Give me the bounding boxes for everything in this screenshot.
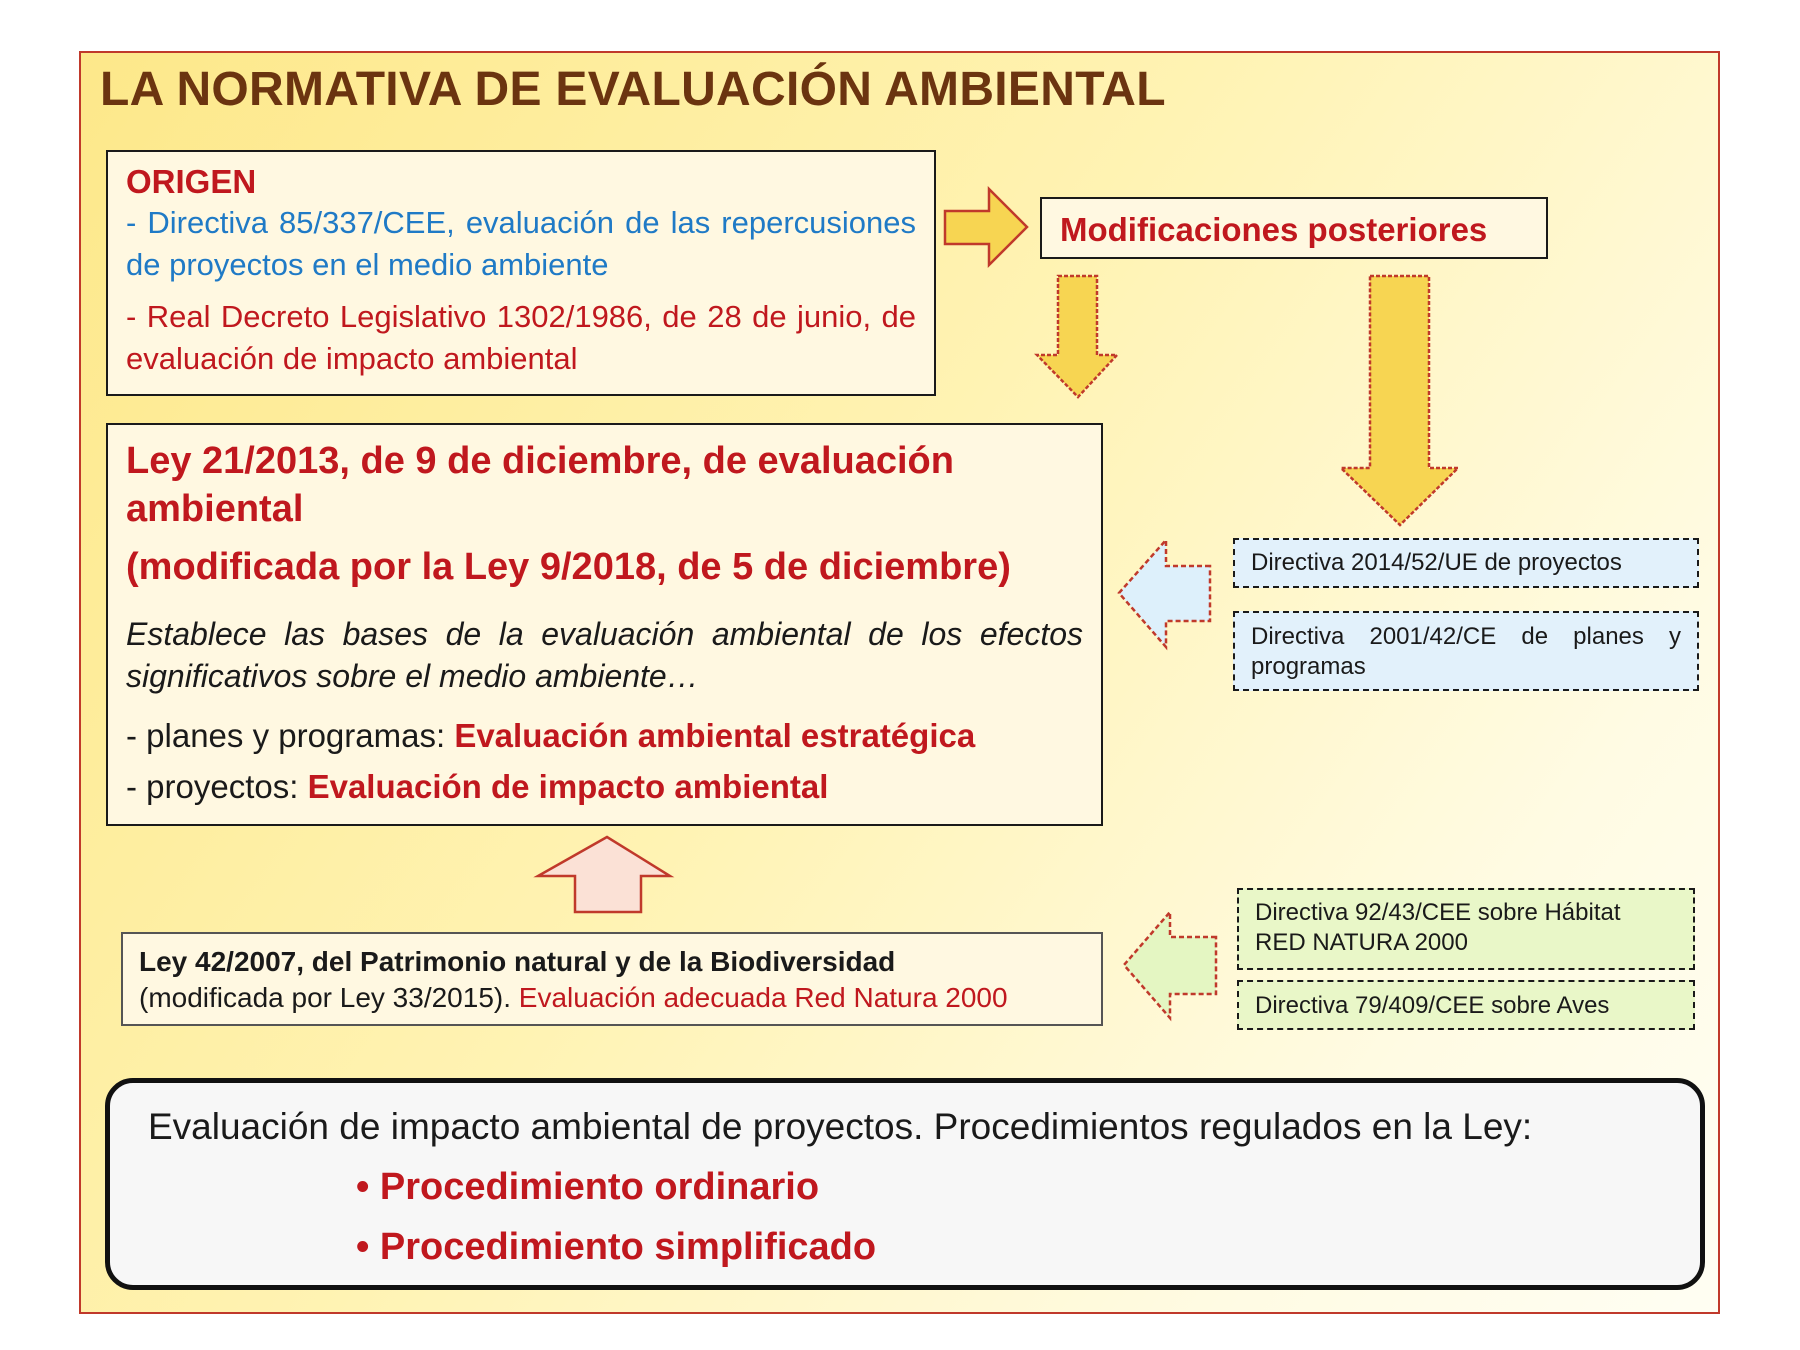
evaluacion-estrategica: Evaluación ambiental estratégica (454, 717, 976, 754)
evaluacion-impacto: Evaluación de impacto ambiental (307, 768, 829, 805)
modificaciones-label: Modificaciones posteriores (1060, 211, 1488, 248)
arrow-down-large-icon (1341, 276, 1458, 525)
procedimiento-simplificado: • Procedimiento simplificado (356, 1226, 877, 1268)
arrow-up-pink-icon (538, 837, 670, 912)
page-title: LA NORMATIVA DE EVALUACIÓN AMBIENTAL (100, 63, 1166, 116)
origen-directiva-85-337: - Directiva 85/337/CEE, evaluación de las repercusiones de proyectos en el medio ambiente (126, 205, 916, 282)
directiva-2014-52-label: Directiva 2014/52/UE de proyectos (1251, 549, 1622, 576)
arrow-left-green-icon (1124, 912, 1216, 1018)
planes-prefix: - planes y programas: (126, 717, 455, 754)
arrow-left-blue-icon (1119, 540, 1210, 647)
ley-42-2007-modificada: (modificada por Ley 33/2015). (139, 982, 519, 1013)
ley-21-2013-subtitle: (modificada por la Ley 9/2018, de 5 de diciembre) (126, 546, 1011, 588)
directiva-79-409-label: Directiva 79/409/CEE sobre Aves (1255, 992, 1610, 1019)
arrow-right-icon (945, 189, 1027, 265)
directiva-2001-42-label: Directiva 2001/42/CE de planes y programas (1251, 623, 1681, 680)
proyectos-prefix: - proyectos: (126, 768, 308, 805)
procedimientos-intro: Evaluación de impacto ambiental de proyectos. Procedimientos regulados en la Ley: (148, 1106, 1533, 1147)
origen-real-decreto-1302: - Real Decreto Legislativo 1302/1986, de 28 de junio, de evaluación de impacto ambiental (126, 299, 916, 376)
ley-42-2007-title: Ley 42/2007, del Patrimonio natural y de la Biodiversidad (139, 946, 896, 977)
origen-heading: ORIGEN (126, 163, 257, 200)
arrow-down-small-icon (1037, 276, 1117, 397)
procedimiento-ordinario: • Procedimiento ordinario (356, 1166, 820, 1208)
ley-21-2013-description: Establece las bases de la evaluación ambiental de los efectos significativos sobre el medio ambiente… (126, 616, 1083, 694)
red-natura-evaluacion: Evaluación adecuada Red Natura 2000 (518, 982, 1008, 1013)
directiva-92-43-label: Directiva 92/43/CEE sobre Hábitat RED NATURA 2000 (1255, 899, 1621, 956)
ley-21-2013-title: Ley 21/2013, de 9 de diciembre, de evaluación ambiental (126, 440, 954, 530)
